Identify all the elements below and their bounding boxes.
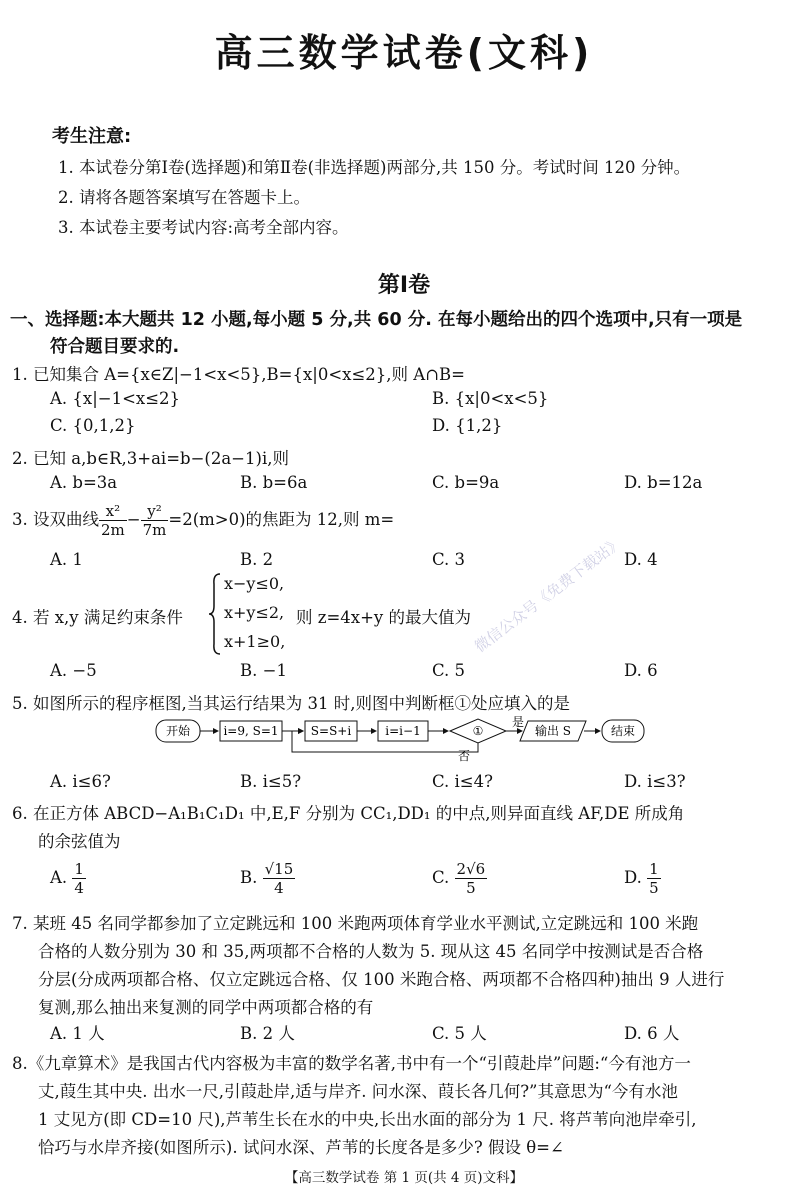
q3-option-d: D. 4 — [624, 550, 658, 569]
question-6-stem: 6. 在正方体 ABCD−A₁B₁C₁D₁ 中,E,F 分别为 CC₁,DD₁ 的中点,则异面直线 AF,DE 所成角 — [12, 804, 685, 823]
flow-yes-label: 是 — [512, 715, 525, 729]
flow-step1-label: S=S+i — [310, 724, 352, 738]
flowchart-diagram — [150, 714, 650, 762]
q5-option-a: A. i≤6? — [50, 772, 111, 791]
notice-item: 1. 本试卷分第Ⅰ卷(选择题)和第Ⅱ卷(非选择题)两部分,共 150 分。考试时间 120 分钟。 — [58, 158, 691, 177]
q7-option-c: C. 5 人 — [432, 1024, 487, 1043]
section-heading: 一、选择题:本大题共 12 小题,每小题 5 分,共 60 分. 在每小题给出的四个选项中,只有一项是 — [10, 310, 743, 330]
q5-option-b: B. i≤5? — [240, 772, 302, 791]
q4-constraint: x+y≤2, — [224, 603, 285, 622]
q7-option-d: D. 6 人 — [624, 1024, 680, 1043]
q4-constraint: x+1≥0, — [224, 632, 286, 651]
q1-option-d: D. {1,2} — [432, 416, 503, 435]
question-6-stem-cont: 的余弦值为 — [38, 832, 121, 851]
flow-no-label: 否 — [458, 749, 471, 762]
q7-option-a: A. 1 人 — [50, 1024, 105, 1043]
notice-item: 2. 请将各题答案填写在答题卡上。 — [58, 188, 310, 207]
question-3-stem — [12, 502, 394, 539]
q5-option-c: C. i≤4? — [432, 772, 493, 791]
notice-item: 3. 本试卷主要考试内容:高考全部内容。 — [58, 218, 349, 237]
q2-option-b: B. b=6a — [240, 473, 308, 492]
q3-stem-pre: 3. 设双曲线 — [12, 510, 99, 529]
q4-option-b: B. −1 — [240, 661, 287, 680]
q3-fraction-1: $\frac{\text{x²}}{2m}$ — [101, 502, 125, 539]
q6-option-a: A. $\frac{1}{4}$ — [50, 860, 84, 897]
watermark-text: 微信公众号《免费下载站》 — [471, 533, 626, 656]
q4-option-c: C. 5 — [432, 661, 466, 680]
q5-option-d: D. i≤3? — [624, 772, 686, 791]
flow-condition-label: ① — [472, 724, 484, 738]
question-7-stem-cont: 复测,那么抽出来复测的同学中两项都合格的有 — [38, 998, 374, 1017]
q4-constraint: x−y≤0, — [224, 574, 285, 593]
question-4-stem-pre: 4. 若 x,y 满足约束条件 — [12, 608, 183, 627]
q6-option-c: C. $\frac{2√6}{5}$ — [432, 860, 486, 897]
q2-option-d: D. b=12a — [624, 473, 703, 492]
q6-option-b: B. $\frac{√15}{4}$ — [240, 860, 294, 897]
q6-option-d: D. $\frac{1}{5}$ — [624, 860, 659, 897]
notice-heading: 考生注意: — [52, 126, 132, 147]
question-4-stem-post: 则 z=4x+y 的最大值为 — [296, 608, 471, 627]
q3-minus: − — [126, 510, 141, 529]
q3-fraction-2: $\frac{\text{y²}}{7m}$ — [142, 502, 167, 539]
page-footer: 【高三数学试卷 第 1 页(共 4 页)文科】 — [284, 1170, 524, 1186]
section-heading-cont: 符合题目要求的. — [50, 337, 180, 357]
flow-output-label: 输出 S — [534, 724, 572, 738]
q4-option-d: D. 6 — [624, 661, 658, 680]
question-8-stem: 8.《九章算术》是我国古代内容极为丰富的数学名著,书中有一个“引葭赴岸”问题:“今有池方一 — [12, 1054, 691, 1073]
page-title: 高三数学试卷(文科) — [214, 31, 594, 75]
question-7-stem: 7. 某班 45 名同学都参加了立定跳远和 100 米跑两项体育学业水平测试,立定跳远和 100 米跑 — [12, 914, 699, 933]
q4-option-a: A. −5 — [50, 661, 97, 680]
q2-option-c: C. b=9a — [432, 473, 500, 492]
left-brace-icon — [208, 572, 222, 656]
question-1-stem: 1. 已知集合 A={x∈Z|−1<x<5},B={x|0<x≤2},则 A∩B= — [12, 365, 465, 384]
flow-init-label: i=9, S=1 — [223, 724, 279, 738]
question-7-stem-cont: 分层(分成两项都合格、仅立定跳远合格、仅 100 米跑合格、两项都不合格四种)抽出 9 人进行 — [38, 970, 725, 989]
question-8-stem-cont: 1 丈见方(即 CD=10 尺),芦苇生长在水的中央,长出水面的部分为 1 尺. 将芦苇向池岸牵引, — [38, 1110, 697, 1129]
part-title: 第Ⅰ卷 — [377, 273, 431, 298]
q7-option-b: B. 2 人 — [240, 1024, 295, 1043]
question-8-stem-cont: 恰巧与水岸齐接(如图所示). 试问水深、芦苇的长度各是多少? 假设 θ=∠ — [38, 1138, 564, 1157]
flow-step2-label: i=i−1 — [385, 724, 421, 738]
q3-option-b: B. 2 — [240, 550, 274, 569]
q1-option-b: B. {x|0<x<5} — [432, 389, 549, 408]
question-5-stem: 5. 如图所示的程序框图,当其运行结果为 31 时,则图中判断框①处应填入的是 — [12, 694, 570, 713]
q1-option-c: C. {0,1,2} — [50, 416, 136, 435]
q2-option-a: A. b=3a — [50, 473, 118, 492]
question-2-stem: 2. 已知 a,b∈R,3+ai=b−(2a−1)i,则 — [12, 449, 289, 468]
q3-option-a: A. 1 — [50, 550, 83, 569]
q1-option-a: A. {x|−1<x≤2} — [50, 389, 181, 408]
flow-end-label: 结束 — [610, 724, 636, 738]
q3-stem-post: =2(m>0)的焦距为 12,则 m= — [168, 510, 395, 529]
q3-option-c: C. 3 — [432, 550, 466, 569]
question-8-stem-cont: 丈,葭生其中央. 出水一尺,引葭赴岸,适与岸齐. 问水深、葭长各几何?”其意思为“今有水池 — [38, 1082, 678, 1101]
flow-start-label: 开始 — [165, 724, 191, 738]
question-7-stem-cont: 合格的人数分别为 30 和 35,两项都不合格的人数为 5. 现从这 45 名同学中按测试是否合格 — [38, 942, 704, 961]
